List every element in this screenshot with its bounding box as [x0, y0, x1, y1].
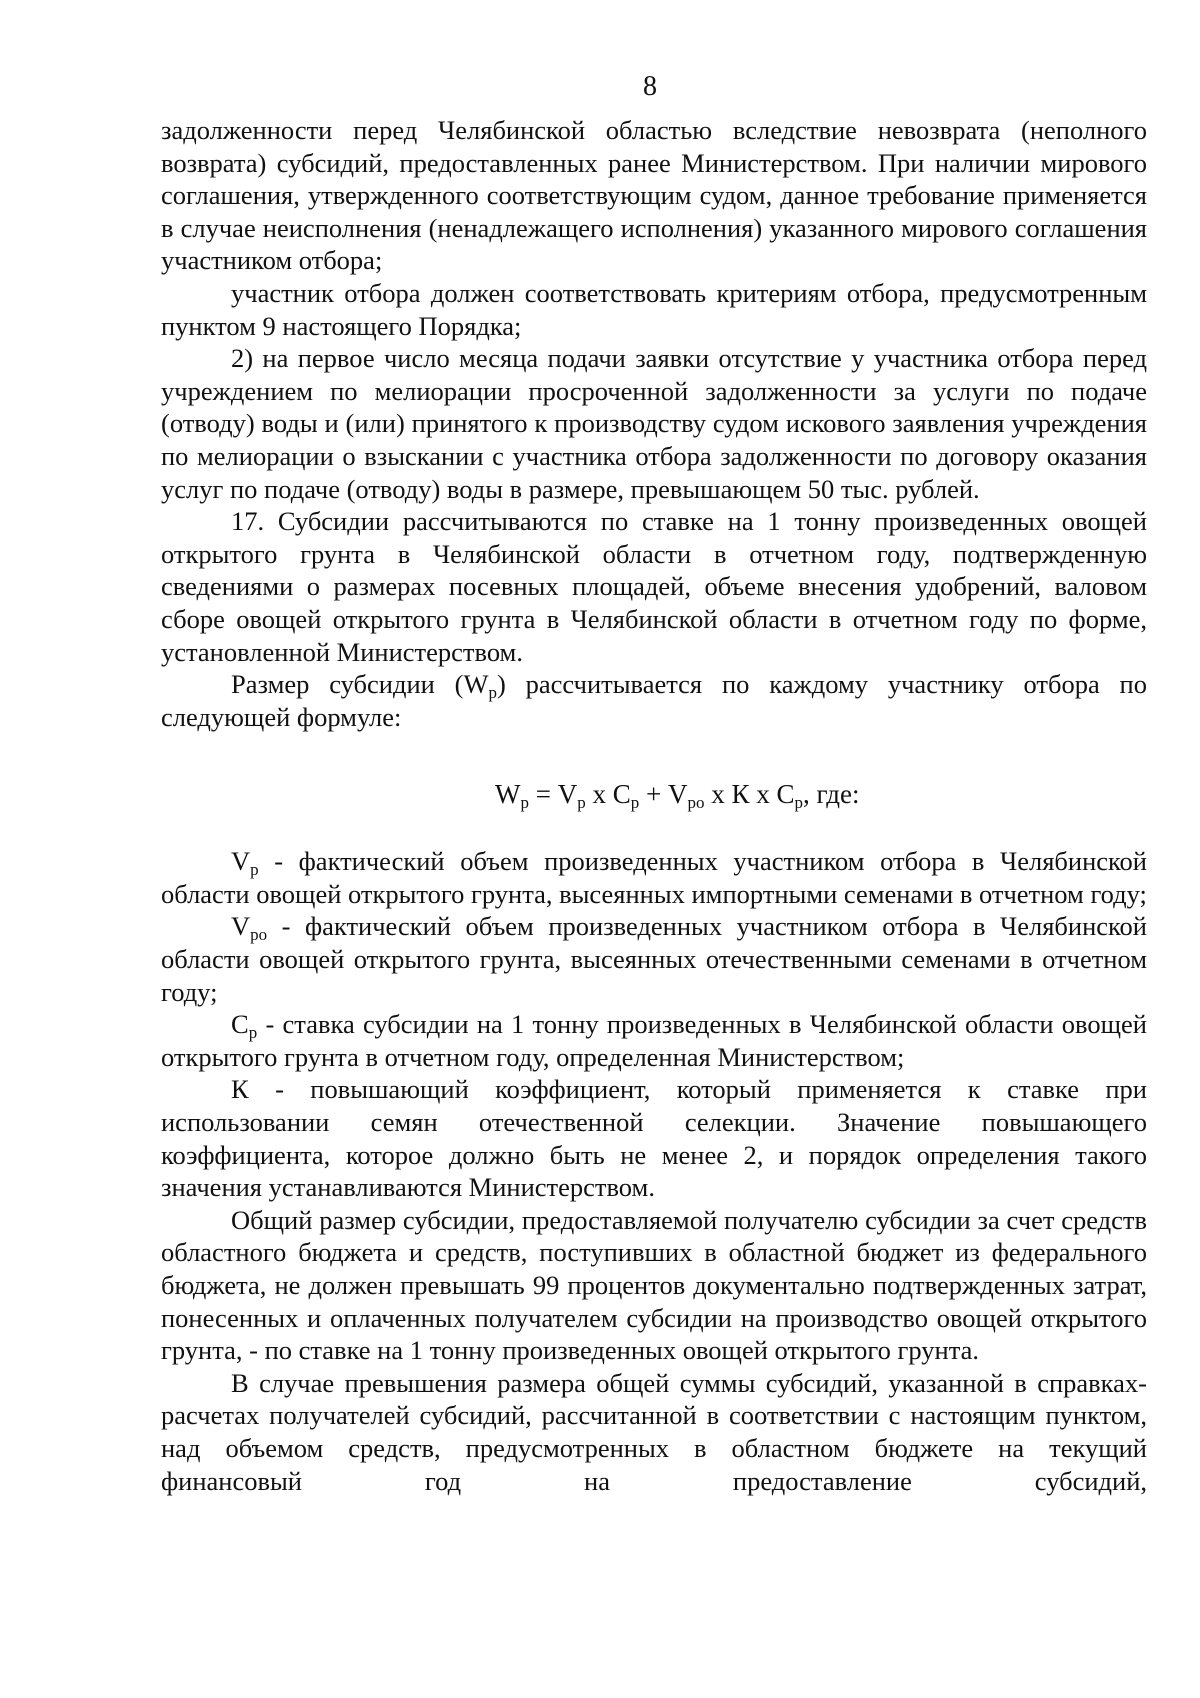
formula-vp: V [557, 779, 578, 810]
definition-vpo-text: - фактический объем произведенных участником отбора в Челябинской области овощей открытого грунта, высеянных отечественными семенами в отчетном году; [161, 911, 1147, 1007]
paragraph-subsidy-size-intro [161, 668, 1147, 733]
formula-cp-1-subscript: р [630, 793, 640, 813]
definition-k: К - повышающий коэффициент, который применяется к ставке при использовании семян отечественной селекции. Значение повышающего коэффициента, которое должно быть не менее 2, и порядок определения такого значения устанавливаются Министерством. [161, 1074, 1147, 1203]
formula-times-3: х [749, 779, 777, 810]
formula-vp-subscript: р [577, 793, 586, 813]
subsidy-size-text-before: Размер субсидии (W [231, 669, 489, 700]
formula-k: К [731, 779, 750, 810]
formula-cp-2: С [776, 779, 795, 810]
subsidy-formula [161, 777, 1147, 811]
definition-vp [161, 845, 1147, 910]
definition-vp-symbol: V [231, 846, 251, 877]
formula-cp-2-subscript: р [794, 793, 803, 813]
definition-cp-text: - ставка субсидии на 1 тонну произведенных в Челябинской области овощей открытого грунта в отчетном году, определенная Министерством; [161, 1009, 1147, 1072]
paragraph-total-subsidy-limit: Общий размер субсидии, предоставляемой получателю субсидии за счет средств областного бюджета и средств, поступивших в областной бюджет из федерального бюджета, не должен превышать 99 процентов документально подтвержденных затрат, понесенных и оплаченных получателем субсидии на производство овощей открытого грунта, - по ставке на 1 тонну произведенных овощей открытого грунта. [161, 1204, 1147, 1366]
paragraph-melioration-debt: 2) на первое число месяца подачи заявки отсутствие у участника отбора перед учреждением по мелиорации просроченной задолженности за услуги по подаче (отводу) воды и (или) принятого к производству судом искового заявления учреждения по мелиорации о взыскании с участника отбора задолженности по договору оказания услуг по подаче (отводу) воды в размере, превышающем 50 тыс. рублей. [161, 343, 1147, 504]
formula-vpo-subscript: ро [687, 793, 705, 813]
page-number: 8 [643, 71, 657, 102]
definition-vp-text: - фактический объем произведенных участником отбора в Челябинской области овощей открытого грунта, высеянных импортными семенами в отчетном году; [161, 846, 1147, 909]
subsidy-size-subscript: р [488, 683, 497, 703]
formula-tail: , где: [803, 779, 860, 810]
paragraph-17-subsidy-rate: 17. Субсидии рассчитываются по ставке на 1 тонну произведенных овощей открытого грунта в Челябинской области в отчетном году, подтвержденную сведениями о размерах посевных площадей, объеме внесения удобрений, валовом сборе овощей открытого грунта в Челябинской области в отчетном году по форме, установленной Министерством. [161, 506, 1147, 667]
paragraph-debt-continuation: задолженности перед Челябинской областью вследствие невозврата (неполного возврата) субсидий, предоставленных ранее Министерством. При наличии мирового соглашения, утвержденного соответствующим судом, данное требование применяется в случае неисполнения (ненадлежащего исполнения) указанного мирового соглашения участником отбора; [161, 115, 1147, 276]
definition-cp-subscript: р [248, 1023, 258, 1043]
subsidy-size-text-after: ) рассчитывается по каждому участнику отбора по следующей формуле: [161, 669, 1147, 732]
formula-plus: + [639, 779, 668, 810]
paragraph-selection-criteria: участник отбора должен соответствовать критериям отбора, предусмотренным пунктом 9 настоящего Порядка; [161, 277, 1147, 341]
formula-cp-1: С [612, 779, 631, 810]
definition-vpo-symbol: V [231, 911, 251, 942]
formula-w-subscript: р [520, 793, 529, 813]
definition-cp-symbol: С [231, 1009, 249, 1040]
formula-equals: = [528, 779, 558, 810]
definition-vp-subscript: р [250, 860, 259, 880]
paragraph-budget-exceed: В случае превышения размера общей суммы субсидий, указанной в справках-расчетах получателей субсидий, рассчитанной в соответствии с настоящим пунктом, над объемом средств, предусмотренных в областном бюджете на текущий финансовый год на предоставление субсидий, [161, 1367, 1147, 1496]
definition-vpo [161, 910, 1147, 1008]
definition-vpo-subscript: ро [250, 925, 268, 945]
formula-vpo: V [667, 779, 688, 810]
formula-times-1: х [585, 779, 613, 810]
document-body [161, 114, 1147, 1497]
definition-cp [161, 1008, 1147, 1073]
formula-times-2: х [704, 779, 732, 810]
formula-w: W [495, 779, 521, 810]
